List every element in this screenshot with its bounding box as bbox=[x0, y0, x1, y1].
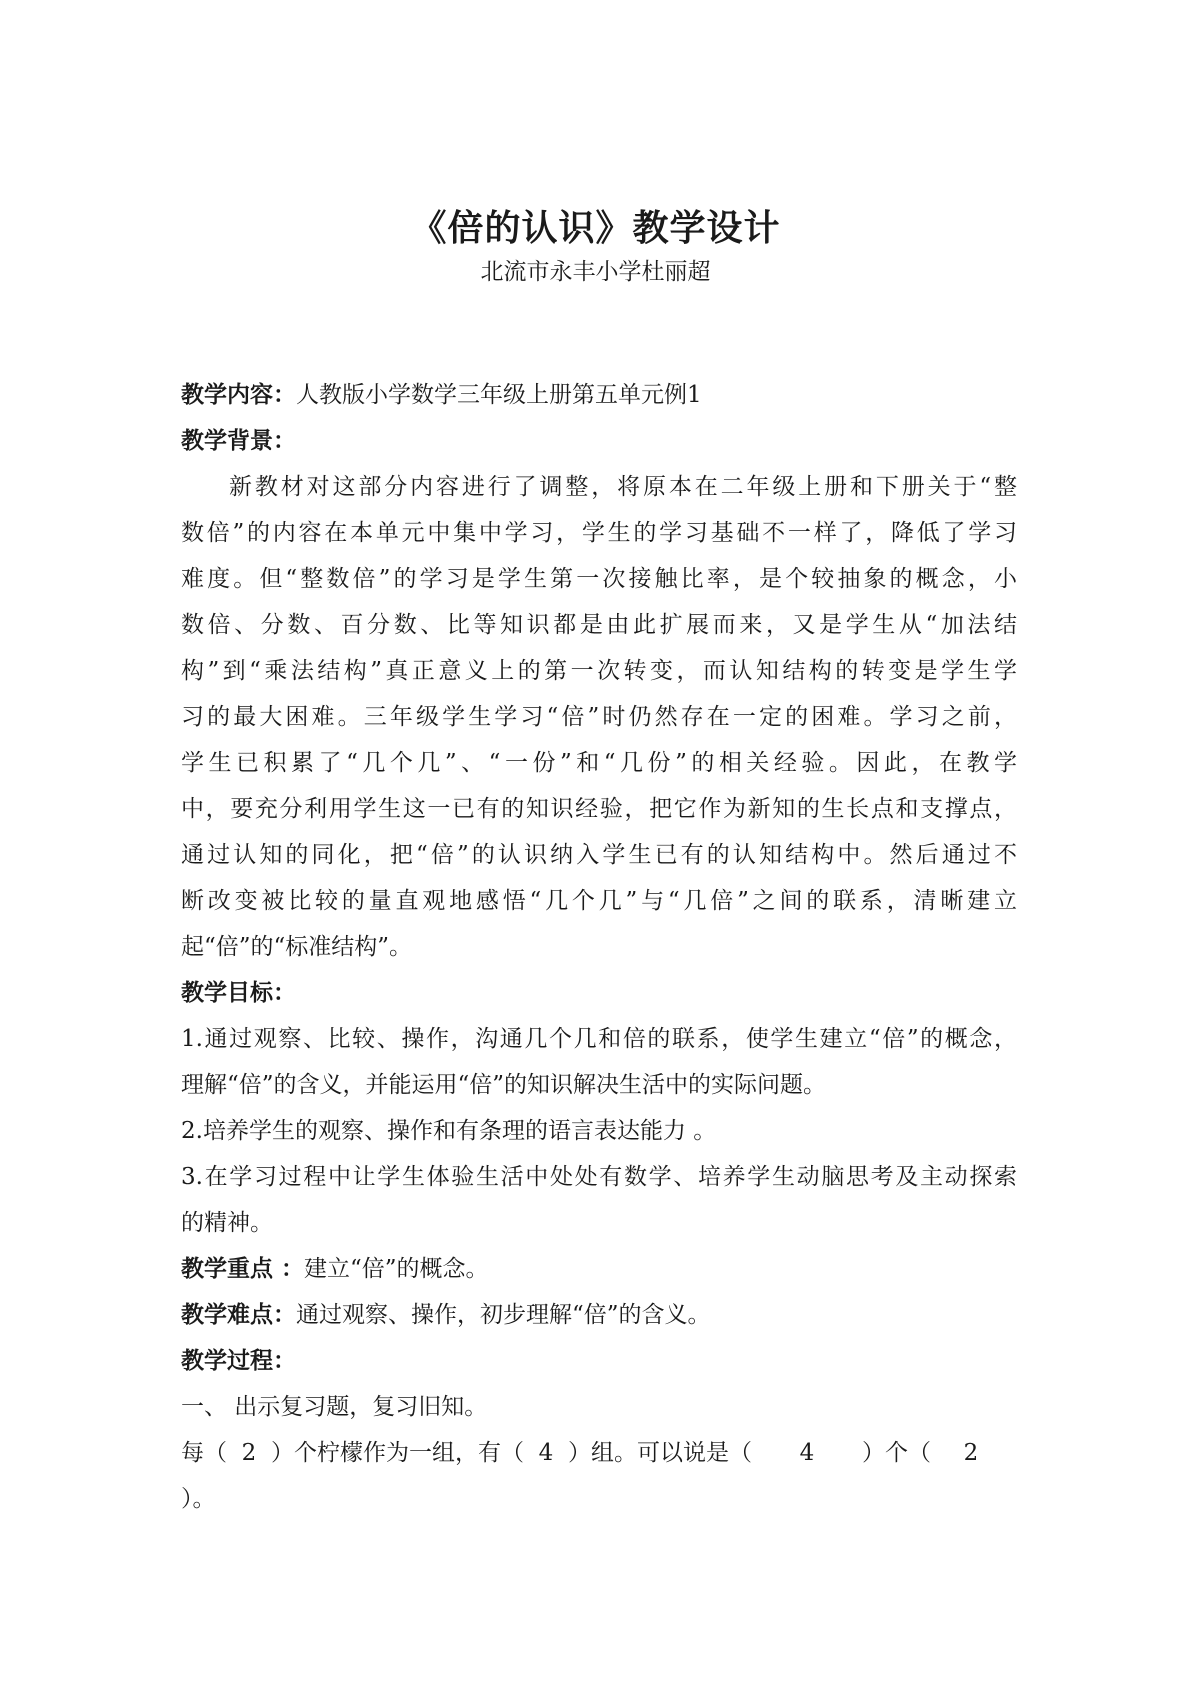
background-line: 习的最大困难。三年级学生学习“倍”时仍然存在一定的困难。学习之前， bbox=[181, 704, 1017, 730]
document-body bbox=[181, 372, 1017, 1522]
exercise-answer: 2 bbox=[963, 1440, 979, 1466]
review-exercise bbox=[181, 1430, 1017, 1476]
background-line: 断改变被比较的量直观地感悟“几个几”与“几倍”之间的联系，清晰建立 bbox=[181, 888, 1017, 914]
content-label: 教学内容： bbox=[181, 381, 296, 408]
goal-line: 理解“倍”的含义，并能运用“倍”的知识解决生活中的实际问题。 bbox=[181, 1072, 827, 1098]
exercise-text: ）个柠檬作为一组，有（ bbox=[271, 1440, 524, 1466]
author-line: 北流市永丰小学杜丽超 bbox=[480, 259, 711, 285]
background-line: 中，要充分利用学生这一已有的知识经验，把它作为新知的生长点和支撑点， bbox=[181, 796, 1017, 822]
goal-line: 3.在学习过程中让学生体验生活中处处有数学、培养学生动脑思考及主动探索 bbox=[181, 1164, 1017, 1190]
background-line: 新教材对这部分内容进行了调整，将原本在二年级上册和下册关于“整 bbox=[229, 474, 1017, 500]
goal-line: 2.培养学生的观察、操作和有条理的语言表达能力 。 bbox=[181, 1118, 717, 1144]
content-section bbox=[181, 372, 1017, 418]
background-line: 难度。但“整数倍”的学习是学生第一次接触比率，是个较抽象的概念，小 bbox=[181, 566, 1017, 592]
key-point-text: 建立“倍”的概念。 bbox=[304, 1256, 489, 1282]
background-line: 数倍、分数、百分数、比等知识都是由此扩展而来，又是学生从“加法结 bbox=[181, 612, 1017, 638]
document-title: 《倍的认识》教学设计 bbox=[410, 207, 781, 249]
process-step-1: 一、 出示复习题，复习旧知。 bbox=[181, 1394, 488, 1420]
exercise-answer: 4 bbox=[538, 1440, 554, 1466]
background-line: 数倍”的内容在本单元中集中学习，学生的学习基础不一样了，降低了学习 bbox=[181, 520, 1017, 546]
goals-label: 教学目标： bbox=[181, 979, 296, 1006]
process-label: 教学过程： bbox=[181, 1347, 296, 1374]
background-line: 学生已积累了“几个几”、“一份”和“几份”的相关经验。因此，在教学 bbox=[181, 750, 1017, 776]
exercise-text: ）组。可以说是（ bbox=[568, 1440, 752, 1466]
key-point-label: 教学重点 ： bbox=[181, 1255, 305, 1282]
background-line: 构”到“乘法结构”真正意义上的第一次转变，而认知结构的转变是学生学 bbox=[181, 658, 1017, 684]
background-line: 通过认知的同化，把“倍”的认识纳入学生已有的认知结构中。然后通过不 bbox=[181, 842, 1017, 868]
difficulty-section bbox=[181, 1292, 1017, 1338]
difficulty-text: 通过观察、操作，初步理解“倍”的含义。 bbox=[296, 1302, 711, 1328]
goal-line: 1.通过观察、比较、操作，沟通几个几和倍的联系，使学生建立“倍”的概念， bbox=[181, 1026, 1017, 1052]
goal-line: 的精神。 bbox=[181, 1210, 273, 1236]
background-label: 教学背景： bbox=[181, 427, 296, 454]
exercise-text: 每（ bbox=[181, 1440, 227, 1466]
background-line: 起“倍”的“标准结构”。 bbox=[181, 934, 413, 960]
exercise-text: ）个（ bbox=[862, 1440, 931, 1466]
content-text: 人教版小学数学三年级上册第五单元例1 bbox=[296, 382, 702, 408]
exercise-answer: 2 bbox=[241, 1440, 257, 1466]
difficulty-label: 教学难点： bbox=[181, 1301, 296, 1328]
key-point-section bbox=[181, 1246, 1017, 1292]
exercise-answer: 4 bbox=[799, 1440, 815, 1466]
exercise-text: ）。 bbox=[181, 1486, 216, 1512]
